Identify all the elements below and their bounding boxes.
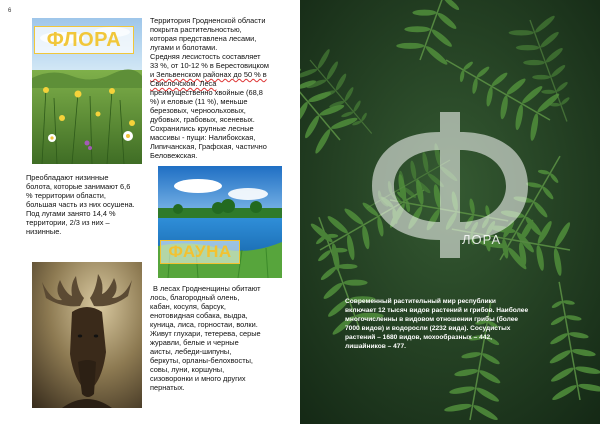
flora-text-line: 33 %, от 10-12 % в Берестовицком bbox=[150, 61, 269, 70]
swamp-text-line: территории, 2/3 из них – bbox=[26, 218, 110, 227]
flora-text-line: березовых, черноольховых, bbox=[150, 106, 246, 115]
swamp-text-line: низинные. bbox=[26, 227, 62, 236]
swamp-text-line: Преобладают низинные bbox=[26, 173, 109, 182]
right-text-line: 7000 видов) и водоросли (2232 вида). Сосудистых bbox=[345, 325, 511, 332]
fauna-text-line: енотовидная собака, выдра, bbox=[150, 311, 248, 320]
logo-word: ЛОРА bbox=[462, 232, 502, 247]
fauna-badge: ФАУНА bbox=[160, 240, 240, 264]
fauna-text-line: журавли, белые и черные bbox=[150, 338, 239, 347]
swamp-text-line: болота, которые занимают 6,6 bbox=[26, 182, 131, 191]
flora-badge: ФЛОРА bbox=[34, 26, 134, 54]
fauna-text-line: сизоворонки и много других bbox=[150, 374, 246, 383]
fauna-text-line: куница, лиса, горностаи, волки. bbox=[150, 320, 258, 329]
flora-text-line: лугами и болотами. bbox=[150, 43, 218, 52]
right-text-line: включает 12 тысяч видов растений и грибов. Наиболее bbox=[345, 307, 529, 314]
fauna-text-line: лось, благородный олень, bbox=[150, 293, 240, 302]
fauna-text-line: кабан, косуля, барсук, bbox=[150, 302, 226, 311]
fauna-text-line: совы, луни, коршуны, bbox=[150, 365, 225, 374]
flora-text-line: Свислочском. Леса bbox=[150, 79, 217, 88]
flora-text-line: Сохранились крупные лесные bbox=[150, 124, 254, 133]
fauna-text-line: Живут глухари, тетерева, серые bbox=[150, 329, 261, 338]
fauna-text-line: беркуты, орланы-белохвосты, bbox=[150, 356, 253, 365]
fauna-text-line: В лесах Гродненщины обитают bbox=[153, 284, 261, 293]
right-text-line: растений – 1680 видов, мохообразных – 442, bbox=[345, 334, 493, 341]
right-text-line: многочисленны в видовом отношении грибы (более bbox=[345, 316, 519, 323]
fauna-text-line: аисты, лебеди-шипуны, bbox=[150, 347, 232, 356]
flora-text-line: которая представлена лесами, bbox=[150, 34, 257, 43]
fauna-text-line: пернатых. bbox=[150, 383, 185, 392]
flora-text-line: Беловежская. bbox=[150, 151, 198, 160]
flora-text-line: Территория Гродненской области bbox=[150, 16, 266, 25]
flora-text-line: дубовых, грабовых, ясеневых. bbox=[150, 115, 255, 124]
flora-text-line: покрыта растительностью, bbox=[150, 25, 242, 34]
flora-text-line: и Зельвенском районах до 50 % в bbox=[150, 70, 267, 79]
right-text-line: лишайников – 477. bbox=[345, 343, 406, 350]
right-text-line: Современный растительный мир республики bbox=[345, 298, 496, 305]
swamp-text-line: большая часть из них осушена. bbox=[26, 200, 135, 209]
flora-text-line: Липичанская, Графская, частично bbox=[150, 142, 267, 151]
flora-text-line: массивы - пущи: Налибокская, bbox=[150, 133, 256, 142]
phi-logo-icon bbox=[372, 112, 528, 258]
page-number: 6 bbox=[8, 8, 12, 14]
flora-text-line: %) и еловые (11 %), меньше bbox=[150, 97, 248, 106]
flora-text-line: преимущественно хвойные (68,8 bbox=[150, 88, 263, 97]
swamp-text-line: Под лугами занято 14,4 % bbox=[26, 209, 116, 218]
swamp-text-line: % территории области, bbox=[26, 191, 106, 200]
flora-text-line: Средняя лесистость составляет bbox=[150, 52, 261, 61]
